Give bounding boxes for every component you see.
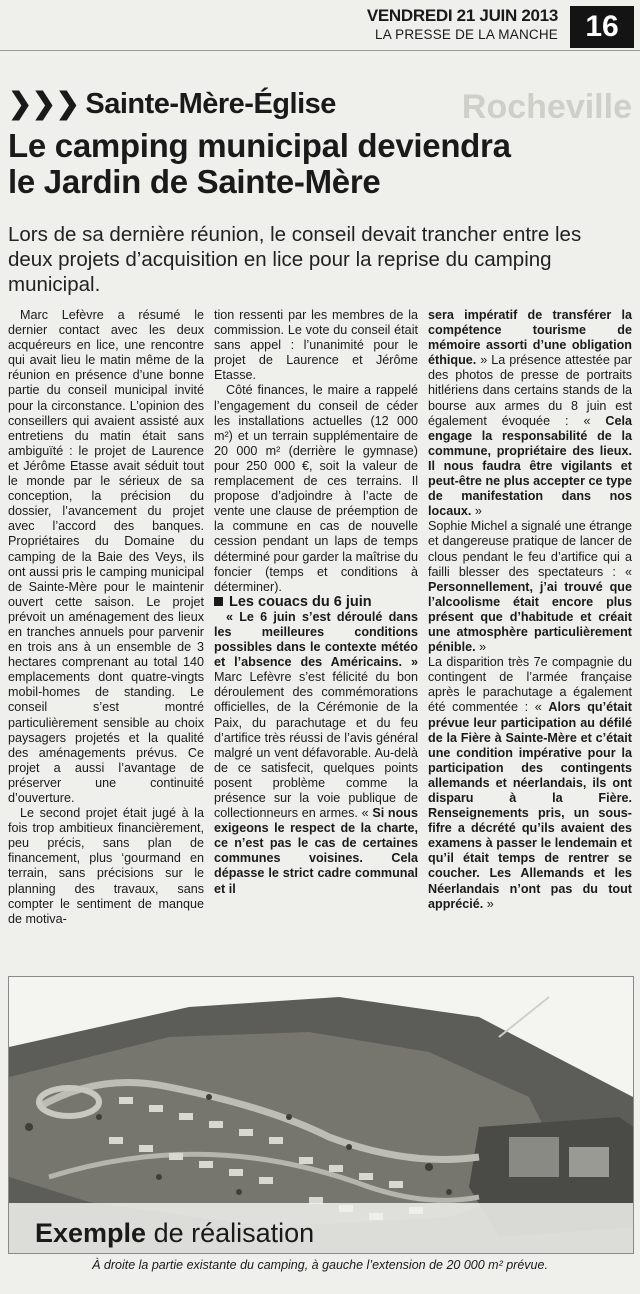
caption-rest: de réalisation xyxy=(146,1218,315,1248)
kicker-label: Sainte-Mère-Église xyxy=(85,88,336,120)
text-run: » La présence attestée par des photos de presse de portraits hitlériens dans certains stands de la bourse aux armes du 8 juin est également évoquée : « xyxy=(428,353,632,428)
campsite-illustration xyxy=(8,976,634,1254)
paragraph xyxy=(428,519,632,655)
paragraph xyxy=(428,655,632,912)
paragraph: Le second projet était jugé à la fois trop ambitieux financièrement, peu précis, sans plan de financement, plus ‘gourmand en terrain, sans précisions sur le planning des travaux, sans compter le sentiment de manque de motiva- xyxy=(8,806,204,926)
text-run: La disparition très 7e compagnie du contingent de l’armée française après le parachutage a également été commentée : « xyxy=(428,655,632,715)
caption-bold: Exemple xyxy=(35,1218,147,1248)
quote-bold: Personnellement, j’ai trouvé que l’alcoolisme était encore plus présent que d’habitude et créait une atmosphère particulièrement pénible. xyxy=(428,579,632,655)
article-column-3 xyxy=(428,308,632,912)
quote-bold: Si nous exigeons le respect de la charte, ce n’est pas le cas de certaines communes voisines. Cela dépasse le strict cadre communal et il xyxy=(214,806,418,896)
quote-bold: sera impératif de transférer la compétence tourisme de mémoire assorti d’une obligation éthique. xyxy=(428,308,632,368)
text-run: » xyxy=(483,896,494,911)
paragraph xyxy=(214,610,418,897)
paragraph: tion ressenti par les membres de la commission. Le vote du conseil était sans appel : l’unanimité pour le projet de Laurence et Jérôme Etasse. xyxy=(214,308,418,383)
quote-bold: Cela engage la responsabilité de la commune, propriétaire des lieux. Il nous faudra être vigilants et peut-être ne plus accepter ce type de manifestation dans nos locaux. xyxy=(428,413,632,519)
text-run: Marc Lefèvre s’est félicité du bon déroulement des commémorations officielles, de la Cérémonie de la Paix, du parachutage et du feu d’artifice très réussi de l’avis général malgré un vent défavorable. Au-delà de ce satisfecit, quelques points posent problème comme la présence sur la voie publique de collectionneurs en armes. « xyxy=(214,670,418,821)
subheading-label: Les couacs du 6 juin xyxy=(229,593,372,610)
article-lede: Lors de sa dernière réunion, le conseil devait trancher entre les deux projets d’acquisition en lice pour la reprise du camping municipal. xyxy=(8,223,582,296)
quote-bold: « Le 6 juin s’est déroulé dans les meilleures conditions possibles dans le contexte météo et l’absence des Américains. » xyxy=(214,609,418,670)
photo-caption: À droite la partie existante du camping, à gauche l’extension de 20 000 m² prévue. xyxy=(92,1258,548,1272)
headline-line-1: Le camping municipal deviendra xyxy=(8,127,511,164)
section-kicker xyxy=(8,86,336,121)
headline xyxy=(8,128,628,200)
subheading xyxy=(214,595,418,610)
issue-date: VENDREDI 21 JUIN 2013 xyxy=(366,6,558,25)
square-bullet-icon xyxy=(214,597,223,606)
text-run: » xyxy=(471,504,482,519)
newspaper-name: LA PRESSE DE LA MANCHE xyxy=(375,27,558,42)
triple-chevron-icon: ❯❯❯ xyxy=(8,88,80,120)
campsite-plan-drawing xyxy=(9,977,633,1253)
masthead xyxy=(0,0,640,52)
masthead-rule xyxy=(0,50,640,51)
page-number: 16 xyxy=(570,6,634,48)
paragraph: Côté finances, le maire a rappelé l’engagement du conseil de céder les installations actuelles (12 000 m²) et un terrain supplémentaire de 20 000 m² (derrière le gymnase) pour 250 000 €, soit la valeur de remplacement de ces terrains. Il propose d’adjoindre à l’acte de vente une clause de préemption de la commune en cas de nouvelle cession pendant un laps de temps déterminé pour garder la maîtrise du foncier (temps et conditions à déterminer). xyxy=(214,383,418,594)
text-run: » xyxy=(475,640,487,655)
paragraph: Marc Lefèvre a résumé le dernier contact avec les deux acquéreurs en lice, une rencontre qui avait lieu le matin même de la réunion en présence d’une bonne partie du conseil municipal invité pour la circonstance. L’opinion des conseillers qui avaient assisté aux entretiens du matin était sans ambiguïté : le projet de Laurence et Jérôme Etasse avait séduit tout le monde par le sérieux de sa conception, la précision du dossier, l’avancement du projet avec l’accord des banques. Propriétaires du Domaine du camping de la Baie des Veys, ils ont aussi pris le camping municipal de Sainte-Mère pour le maintenir ouvert cette saison. Le projet prévoit un aménagement des lieux en tranches annuels pour parvenir en trois ans à un ensemble de 3 hectares comprenant au total 140 emplacements dont quatre-vingts mobil-homes de standing. Le conseil s’est montré particulièrement sensible au choix paysagers projetés et la qualité des aménagements prévus. Ce projet a aussi l’avantage de préserver une continuité d’ouverture. xyxy=(8,308,204,805)
illustration-caption xyxy=(35,1218,314,1249)
headline-line-2: le Jardin de Sainte-Mère xyxy=(8,163,381,200)
text-run: Sophie Michel a signalé une étrange et dangereuse pratique de lancer de clous pendant le feu d’artifice qui a failli blesser des spectateurs : « xyxy=(428,519,632,579)
bleed-through-title: Rocheville xyxy=(461,88,632,126)
article-column-2 xyxy=(214,308,418,897)
paragraph xyxy=(428,308,632,519)
article-column-1 xyxy=(8,308,204,927)
quote-bold: Alors qu’était prévue leur participation au défilé de la Fière à Sainte-Mère et c’était une condition impérative pour la participation des contingents allemands et néerlandais, ils ont disparu à la Fière. Renseignements pris, un sous-fifre a décrété qu’ils avaient des examens à passer le lendemain et qu’il était temps de rentrer se coucher. Les Allemands et les Néerlandais n’ont pas du tout apprécié. xyxy=(428,700,632,911)
